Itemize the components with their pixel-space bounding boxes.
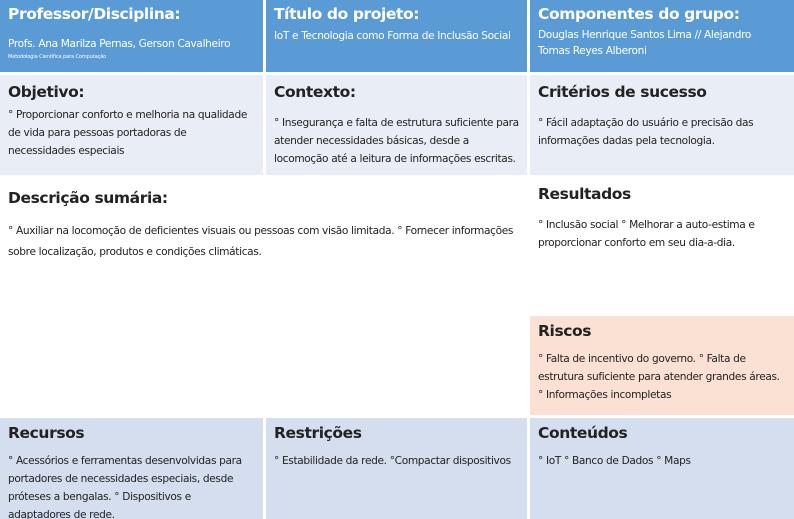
criterios-title: Critérios de sucesso — [538, 83, 707, 101]
professor-title: Professor/Disciplina: — [8, 5, 181, 23]
restricoes-title: Restrições — [274, 424, 362, 442]
recursos-panel — [0, 418, 263, 519]
recursos-text: ° Acessórios e ferramentas desenvolvidas para portadores de necessidades especiais, desde próteses a bengalas. ° Dispositivos e adaptadores de rede. — [8, 455, 242, 519]
professor-names: Profs. Ana Marilza Pernas, Gerson Cavalheiro — [8, 38, 231, 50]
restricoes-panel — [266, 418, 527, 519]
group-members-panel — [530, 0, 794, 72]
descricao-panel — [0, 178, 527, 415]
group-members-value: Douglas Henrique Santos Lima // Alejandro Tomas Reyes Alberoni — [538, 29, 752, 57]
objetivo-text: ° Proporcionar conforto e melhoria na qualidade de vida para pessoas portadoras de necessidades especiais — [8, 109, 247, 157]
objetivo-panel — [0, 75, 263, 175]
criterios-panel — [530, 75, 794, 175]
conteudos-panel — [530, 418, 794, 519]
conteudos-text: ° IoT ° Banco de Dados ° Maps — [538, 455, 691, 467]
discipline-name: Metodologia Científica para Computação — [8, 54, 107, 60]
riscos-title: Riscos — [538, 322, 592, 340]
recursos-title: Recursos — [8, 424, 85, 442]
group-members-title: Componentes do grupo: — [538, 5, 740, 23]
riscos-text: ° Falta de incentivo do governo. ° Falta de estrutura suficiente para atender grandes áreas. ° Informações incompletas — [538, 353, 780, 401]
resultados-title: Resultados — [538, 185, 631, 203]
criterios-text: ° Fácil adaptação do usuário e precisão das informações dadas pela tecnologia. — [538, 117, 754, 147]
riscos-panel — [530, 316, 794, 415]
restricoes-text: ° Estabilidade da rede. °Compactar dispositivos — [274, 455, 511, 467]
descricao-title: Descrição sumária: — [8, 189, 168, 207]
resultados-text: ° Inclusão social ° Melhorar a auto-estima e proporcionar conforto em seu dia-a-dia. — [538, 219, 755, 249]
contexto-panel — [266, 75, 527, 175]
project-title-panel — [266, 0, 527, 72]
conteudos-title: Conteúdos — [538, 424, 628, 442]
professor-panel — [0, 0, 263, 72]
contexto-title: Contexto: — [274, 83, 356, 101]
project-title-label: Título do projeto: — [274, 5, 420, 23]
objetivo-title: Objetivo: — [8, 83, 85, 101]
descricao-text: ° Auxiliar na locomoção de deficientes visuais ou pessoas com visão limitada. ° Fornecer informações sobre localização, produtos e condições climáticas. — [8, 225, 514, 258]
project-title-value: IoT e Tecnologia como Forma de Inclusão Social — [274, 30, 511, 42]
resultados-panel — [530, 178, 794, 313]
contexto-text: ° Insegurança e falta de estrutura suficiente para atender necessidades básicas, desde a locomoção até a leitura de informações escritas. — [274, 117, 519, 165]
